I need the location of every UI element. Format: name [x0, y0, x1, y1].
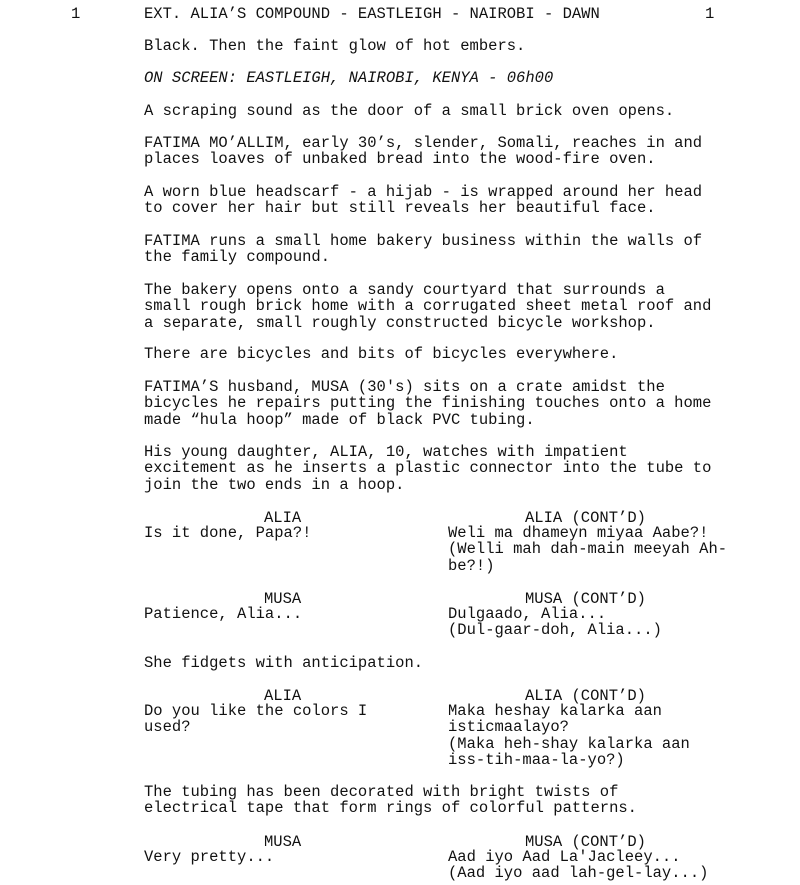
action-paragraph: His young daughter, ALIA, 10, watches with impatient excitement as he inserts a plastic connector into the tube to join the two ends in a hoop.: [144, 443, 712, 494]
dialogue-line: Do you like the colors I used?: [144, 702, 368, 737]
dialogue-line-translation: Aad iyo Aad La'Jacleey... (Aad iyo aad lah-gel-lay...): [448, 848, 709, 883]
character-cue: ALIA: [264, 687, 302, 705]
scene-heading: EXT. ALIA’S COMPOUND - EASTLEIGH - NAIROBI - DAWN: [144, 5, 600, 23]
character-cue: MUSA: [264, 833, 302, 851]
dialogue-line: Very pretty...: [144, 848, 275, 866]
action-paragraph: Black. Then the faint glow of hot embers.: [144, 37, 526, 55]
dialogue-line-translation: Weli ma dhameyn miyaa Aabe?! (Welli mah dah-main meeyah Ah- be?!): [448, 524, 728, 575]
character-cue: MUSA: [264, 590, 302, 608]
dialogue-line-translation: Dulgaado, Alia... (Dul-gaar-doh, Alia...): [448, 605, 662, 640]
action-paragraph: The tubing has been decorated with bright twists of electrical tape that form rings of colorful patterns.: [144, 783, 637, 818]
on-screen-caption: ON SCREEN: EASTLEIGH, NAIROBI, KENYA - 06h00: [144, 69, 554, 87]
dialogue-line: Patience, Alia...: [144, 605, 303, 623]
dialogue-line: Is it done, Papa?!: [144, 524, 312, 542]
dialogue-line-translation: Maka heshay kalarka aan isticmaalayo? (Maka heh-shay kalarka aan iss-tih-maa-la-yo?): [448, 702, 690, 769]
character-cue: ALIA (CONT’D): [525, 687, 646, 705]
action-paragraph: FATIMA MO’ALLIM, early 30’s, slender, Somali, reaches in and places loaves of unbaked bread into the wood-fire oven.: [144, 134, 703, 169]
scene-number-left: 1: [71, 5, 81, 23]
character-cue: ALIA (CONT’D): [525, 509, 646, 527]
action-paragraph: She fidgets with anticipation.: [144, 654, 424, 672]
action-paragraph: A scraping sound as the door of a small brick oven opens.: [144, 102, 675, 120]
character-cue: MUSA (CONT’D): [525, 590, 646, 608]
action-paragraph: The bakery opens onto a sandy courtyard that surrounds a small rough brick home with a corrugated sheet metal roof and a separate, small roughly constructed bicycle workshop.: [144, 281, 712, 332]
character-cue: MUSA (CONT’D): [525, 833, 646, 851]
action-paragraph: FATIMA’S husband, MUSA (30's) sits on a crate amidst the bicycles he repairs putting the finishing touches onto a home made “hula hoop” made of black PVC tubing.: [144, 378, 712, 429]
scene-number-right: 1: [705, 5, 715, 23]
action-paragraph: A worn blue headscarf - a hijab - is wrapped around her head to cover her hair but still reveals her beautiful face.: [144, 183, 703, 218]
character-cue: ALIA: [264, 509, 302, 527]
action-paragraph: FATIMA runs a small home bakery business within the walls of the family compound.: [144, 232, 703, 267]
action-paragraph: There are bicycles and bits of bicycles everywhere.: [144, 345, 619, 363]
